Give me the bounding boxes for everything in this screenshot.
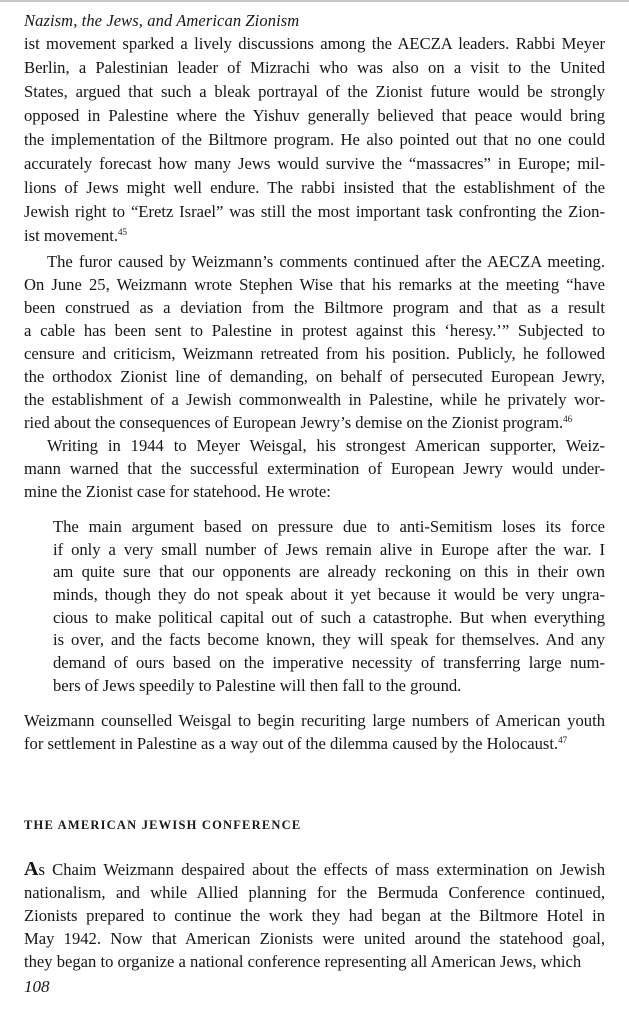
section-heading: THE AMERICAN JEWISH CONFERENCE	[24, 818, 302, 832]
line-text: The main argument based on pressure due to anti-Semitism loses its force	[53, 517, 605, 536]
text-line	[24, 128, 605, 152]
section-paragraph	[24, 858, 605, 973]
text-line	[24, 411, 605, 434]
line-text: the implementation of the Biltmore program. He also pointed out that no one could	[24, 130, 605, 149]
text-line	[24, 104, 605, 128]
text-line	[24, 709, 605, 732]
page-number: 108	[24, 977, 50, 996]
line-text: the establishment of a Jewish commonwealth in Palestine, while he privately wor-	[24, 390, 605, 409]
line-text: the orthodox Zionist line of demanding, on behalf of persecuted European Jewry,	[24, 367, 605, 386]
line-text: mine the Zionist case for statehood. He wrote:	[24, 482, 331, 501]
line-text: is over, and the facts become known, they will speak for themselves. And any	[53, 630, 605, 650]
footnote-marker[interactable]: 47	[558, 735, 568, 745]
text-line	[24, 273, 605, 296]
text-line	[24, 80, 605, 104]
text-line	[53, 539, 605, 562]
paragraph-3	[24, 434, 605, 503]
line-text: minds, though they do not speak about it yet because it would be very ungra-	[53, 585, 605, 605]
text-line	[24, 858, 605, 881]
text-line	[24, 224, 605, 248]
text-line	[24, 176, 605, 200]
text-line	[53, 675, 605, 698]
paragraph-1	[24, 32, 605, 248]
line-text: Jewish right to “Eretz Israel” was still the most important task confronting the Zion-	[24, 202, 605, 221]
text-line	[24, 365, 605, 388]
line-text: censure and criticism, Weizmann retreated from his position. Publicly, he followed	[24, 344, 605, 363]
line-text: a cable has been sent to Palestine in protest against this ‘heresy.’” Subjected to	[24, 321, 605, 340]
text-line	[24, 881, 605, 904]
line-text: ried about the consequences of European Jewry’s demise on the Zionist program.	[24, 413, 564, 432]
footnote-marker[interactable]: 45	[118, 227, 128, 237]
text-line	[53, 629, 605, 652]
line-text: Writing in 1944 to Meyer Weisgal, his strongest American supporter, Weiz-	[47, 436, 605, 455]
line-text: for settlement in Palestine as a way out of the dilemma caused by the Holocaust.	[24, 734, 559, 753]
line-text: accurately forecast how many Jews would survive the “massacres” in Europe; mil-	[24, 154, 605, 173]
drop-cap: A	[24, 858, 39, 880]
line-text: Berlin, a Palestinian leader of Mizrachi who was also on a visit to the United	[24, 58, 605, 77]
text-line	[24, 950, 605, 973]
line-text: States, argued that such a bleak portrayal of the Zionist future would be strongly	[24, 82, 605, 101]
line-text: On June 25, Weizmann wrote Stephen Wise that his remarks at the meeting “have	[24, 275, 605, 294]
line-text: if only a very small number of Jews remain alive in Europe after the war. I	[53, 539, 605, 559]
text-line	[24, 56, 605, 80]
running-head: Nazism, the Jews, and American Zionism	[24, 11, 300, 30]
text-line	[24, 457, 605, 480]
line-text: they began to organize a national conference representing all American Jews, which	[24, 952, 582, 971]
text-line	[24, 388, 605, 411]
text-line	[24, 250, 605, 273]
top-border	[0, 0, 629, 2]
line-text: bers of Jews speedily to Palestine will then fall to the ground.	[53, 675, 462, 695]
line-text: demand of ours based on the imperative necessity of transferring large num-	[53, 653, 605, 673]
line-text: Weizmann counselled Weisgal to begin recuriting large numbers of American youth	[24, 711, 605, 730]
line-text: ist movement.	[24, 226, 119, 245]
paragraph-2	[24, 250, 605, 434]
text-line	[24, 904, 605, 927]
text-line	[24, 296, 605, 319]
line-text: am quite sure that our opponents are already reckoning on this in their own	[53, 562, 605, 582]
text-line	[53, 652, 605, 675]
block-quote	[53, 516, 605, 698]
text-line	[24, 342, 605, 365]
line-text: been construed as a deviation from the Biltmore program and that as a result	[24, 298, 605, 317]
line-text: s Chaim Weizmann despaired about the effects of mass extermination on Jewish	[38, 860, 605, 879]
text-line	[24, 927, 605, 950]
text-line	[24, 200, 605, 224]
text-line	[53, 584, 605, 607]
line-text: mann warned that the successful extermination of European Jewry would under-	[24, 459, 605, 478]
text-line	[53, 607, 605, 630]
line-text: lions of Jews might well endure. The rabbi insisted that the establishment of the	[24, 178, 605, 197]
line-text: Zionists prepared to continue the work they had began at the Biltmore Hotel in	[24, 906, 605, 925]
text-line	[24, 434, 605, 457]
line-text: May 1942. Now that American Zionists were united around the statehood goal,	[24, 929, 605, 948]
line-text: nationalism, and while Allied planning for the Bermuda Conference continued,	[24, 883, 605, 902]
paragraph-after-quote	[24, 709, 605, 755]
text-line	[24, 480, 605, 503]
line-text: The furor caused by Weizmann’s comments continued after the AECZA meeting.	[47, 252, 605, 271]
text-line	[24, 319, 605, 342]
text-line	[24, 32, 605, 56]
line-text: cious to make political capital out of such a catastrophe. But when everything	[53, 607, 605, 627]
text-line	[53, 516, 605, 539]
line-text: ist movement sparked a lively discussions among the AECZA leaders. Rabbi Meyer	[24, 34, 605, 53]
text-line	[24, 732, 605, 755]
text-line	[53, 561, 605, 584]
footnote-marker[interactable]: 46	[563, 414, 573, 424]
line-text: opposed in Palestine where the Yishuv generally believed that peace would bring	[24, 106, 605, 125]
text-line	[24, 152, 605, 176]
